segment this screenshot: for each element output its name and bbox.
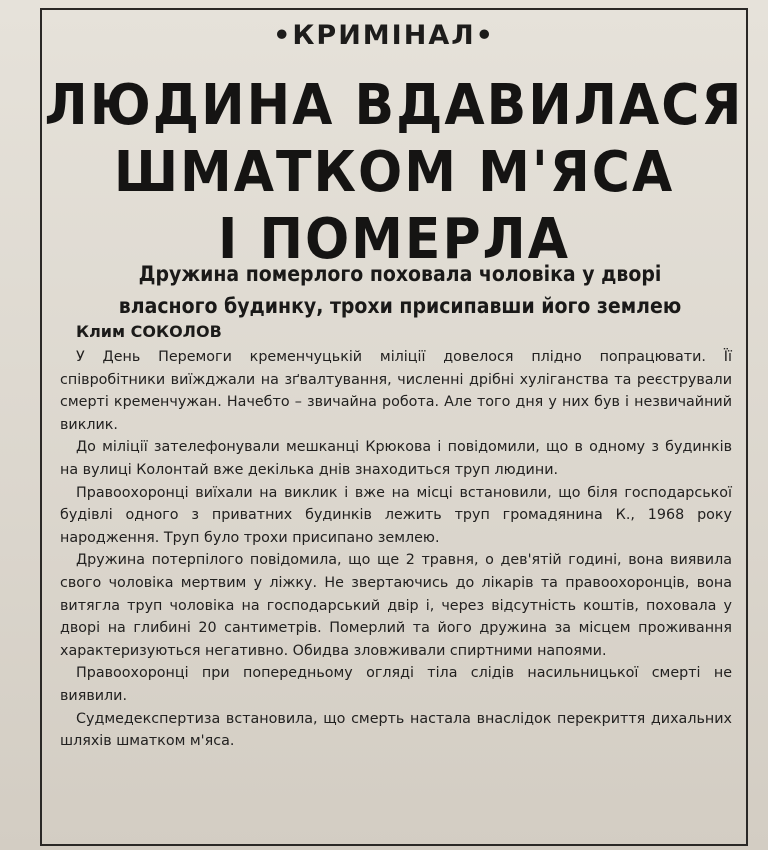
body-paragraph: Правоохоронці виїхали на виклик і вже на місці встановили, що біля господарської будівлі одного з приватних будинків лежить труп громадянина К., 1968 року народження. Труп було трохи присипано землею. [60, 484, 732, 546]
article-headline [40, 72, 748, 273]
headline-line: І ПОМЕРЛА [218, 207, 570, 272]
article-subheadline [60, 258, 740, 322]
body-paragraph: Правоохоронці при попередньому огляді тіла слідів насильницької смерті не виявили. [60, 665, 732, 704]
body-paragraph: До міліції зателефонували мешканці Крюкова і повідомили, що в одному з будинків на вулиці Колонтай вже декілька днів знаходиться труп людини. [60, 439, 732, 478]
body-paragraph: Судмедекспертиза встановила, що смерть настала внаслідок перекриття дихальних шляхів шматком м'яса. [60, 710, 732, 750]
article-author: Клим СОКОЛОВ [76, 322, 222, 341]
body-paragraph: У День Перемоги кременчуцькій міліції довелося плідно попрацювати. Її співробітники виїжджали на зґвалтування, численні дрібні хуліганства та реєстрували смерті кременчужан. Начебто – звичайна робота. Але того дня у них був і незвичайний виклик. [60, 349, 732, 433]
section-rubric: •КРИМІНАЛ• [273, 20, 495, 51]
subheadline-line: власного будинку, трохи присипавши його землею [118, 294, 682, 318]
subheadline-line: Дружина померлого поховала чоловіка у дворі [138, 262, 662, 286]
body-paragraph: Дружина потерпілого повідомила, що ще 2 травня, о дев'ятій годині, вона виявила свого чоловіка мертвим у ліжку. Не звертаючись до лікарів та правоохоронців, вона витягла труп чоловіка на господарський двір і, через відсутність коштів, поховала у дворі на глибині 20 сантиметрів. Померлий та його дружина за місцем проживання характеризуються негативно. Обидва зловживали спиртними напоями. [60, 552, 732, 659]
headline-line: ШМАТКОМ М'ЯСА [113, 140, 675, 205]
article-body [60, 346, 732, 753]
headline-line: ЛЮДИНА ВДАВИЛАСЯ [44, 73, 744, 138]
